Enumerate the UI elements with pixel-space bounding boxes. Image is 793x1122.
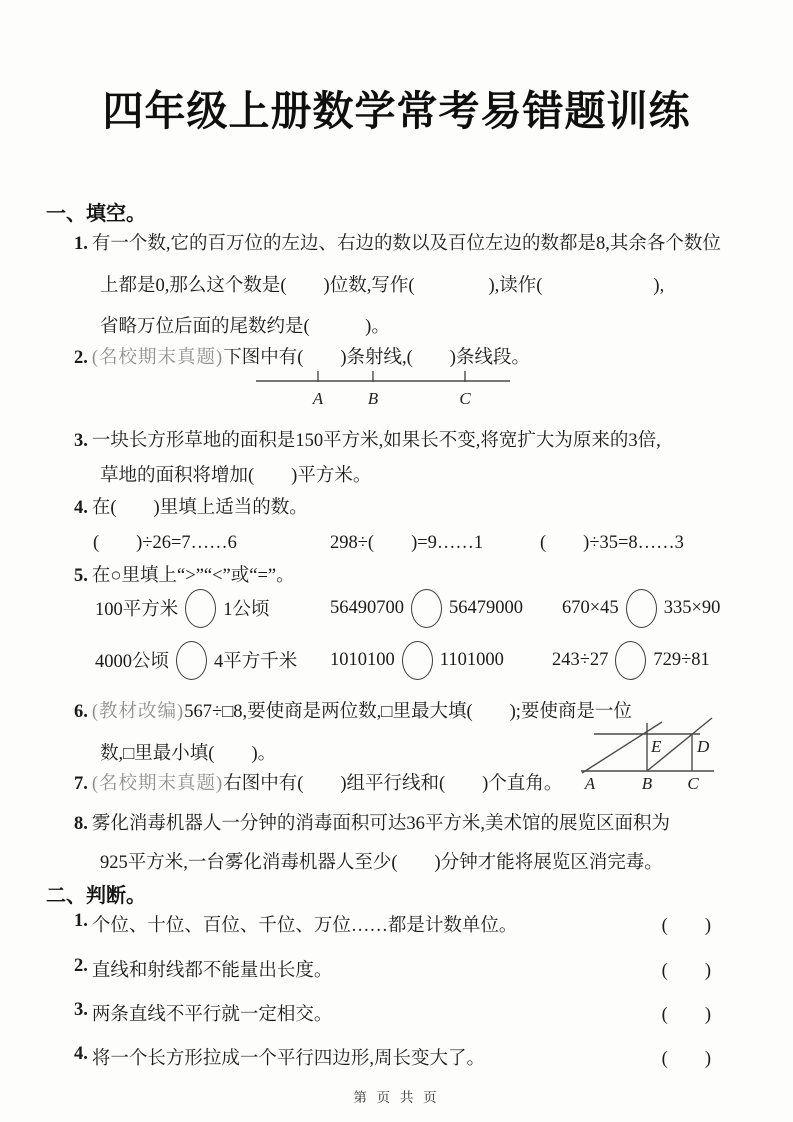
- q5-line: [74, 561, 295, 587]
- judge-text: 将一个长方形拉成一个平行四边形,周长变大了。: [91, 1049, 486, 1069]
- q2-number: 2.: [74, 348, 88, 368]
- answer-parentheses: ( ): [661, 1005, 711, 1025]
- point-label-c: C: [687, 774, 699, 793]
- judge-row: [74, 956, 711, 982]
- judge-row: [74, 1000, 711, 1026]
- q5-compare-cell: [95, 586, 270, 630]
- q6-source-tag: (教材改编): [91, 702, 185, 722]
- judge-text: 个位、十位、百位、千位、万位……都是计数单位。: [91, 916, 518, 936]
- q5-compare-cell: [562, 586, 720, 630]
- section-fill-heading: 一、填空。: [46, 203, 146, 225]
- q5-compare-cell: [330, 638, 504, 682]
- q8-line2: 925平方米,一台雾化消毒机器人至少( )分钟才能将展览区消完毒。: [100, 853, 663, 873]
- comparison-circle: [411, 589, 442, 628]
- q5-number: 5.: [74, 566, 88, 586]
- point-label-a: A: [584, 774, 596, 793]
- q3-line2: 草地的面积将增加( )平方米。: [100, 466, 372, 486]
- q6-line1: [74, 697, 632, 723]
- judge-text: 直线和射线都不能量出长度。: [91, 961, 333, 981]
- q2-source-tag: (名校期末真题): [91, 348, 224, 368]
- point-label-b: B: [641, 774, 653, 793]
- answer-parentheses: ( ): [661, 1049, 711, 1069]
- q8-line1: [74, 809, 670, 835]
- judge-number: 4.: [74, 1044, 88, 1064]
- q2-text: 下图中有( )条射线,( )条线段。: [223, 348, 530, 368]
- comparison-circle: [615, 641, 646, 680]
- q7-source-tag: (名校期末真题): [91, 774, 224, 794]
- judge-number: 3.: [74, 1000, 88, 1020]
- q7-line: [74, 769, 562, 795]
- compare-left: 56490700: [330, 597, 404, 618]
- q3-number: 3.: [74, 431, 88, 451]
- q3-text-1: 一块长方形草地的面积是150平方米,如果长不变,将宽扩大为原来的3倍,: [91, 431, 661, 451]
- q4-division-2: 298÷( )=9……1: [330, 533, 484, 553]
- q4-number: 4.: [74, 498, 88, 518]
- compare-left: 670×45: [562, 597, 619, 618]
- compare-left: 1010100: [330, 649, 395, 670]
- q1-number: 1.: [74, 234, 88, 254]
- q1-text-1: 有一个数,它的百万位的左边、右边的数以及百位左边的数都是8,其余各个数位: [91, 234, 721, 254]
- point-label-a: A: [312, 389, 324, 408]
- comparison-circle: [626, 589, 657, 628]
- parallel-lines-figure: [578, 710, 793, 805]
- q6-number: 6.: [74, 702, 88, 722]
- point-label-e: E: [651, 737, 662, 756]
- section-judge-heading: 二、判断。: [46, 885, 146, 907]
- compare-right: 1公顷: [223, 600, 270, 620]
- compare-right: 1101000: [439, 649, 504, 670]
- compare-left: 4000公顷: [95, 652, 170, 672]
- q4-division-1: ( )÷26=7……6: [93, 533, 237, 553]
- point-label-b: B: [367, 389, 379, 408]
- comparison-circle: [185, 589, 216, 628]
- q1-line3: 省略万位后面的尾数约是( )。: [100, 317, 390, 337]
- ray-segment-diagram: [248, 366, 538, 412]
- judge-text: 两条直线不平行就一定相交。: [91, 1005, 333, 1025]
- q4-text: 在( )里填上适当的数。: [91, 498, 308, 518]
- compare-right: 729÷81: [653, 649, 710, 670]
- page-title: 四年级上册数学常考易错题训练: [102, 88, 691, 134]
- answer-parentheses: ( ): [661, 916, 711, 936]
- comparison-circle: [402, 641, 433, 680]
- q5-text: 在○里填上“>”“<”或“=”。: [91, 566, 295, 586]
- compare-left: 100平方米: [95, 600, 179, 620]
- q5-compare-cell: [95, 638, 297, 682]
- compare-right: 335×90: [663, 597, 721, 618]
- comparison-circle: [176, 641, 207, 680]
- page-footer: 第 页 共 页: [353, 1090, 440, 1105]
- compare-right: 4平方千米: [214, 652, 298, 672]
- q6-text-1: 567÷□8,要使商是两位数,□里最大填( );要使商是一位: [184, 702, 632, 722]
- q4-division-3: ( )÷35=8……3: [540, 533, 684, 553]
- judge-number: 1.: [74, 911, 88, 931]
- q1-line2: 上都是0,那么这个数是( )位数,写作( ),读作( ),: [100, 276, 665, 296]
- compare-left: 243÷27: [552, 649, 609, 670]
- point-label-c: C: [459, 389, 471, 408]
- q5-compare-cell: [330, 586, 523, 630]
- q6-line2: 数,□里最小填( )。: [100, 744, 277, 764]
- q8-text-1: 雾化消毒机器人一分钟的消毒面积可达36平方米,美术馆的展览区面积为: [91, 814, 671, 834]
- q7-number: 7.: [74, 774, 88, 794]
- judge-row: [74, 1044, 711, 1070]
- q8-number: 8.: [74, 814, 88, 834]
- answer-parentheses: ( ): [661, 961, 711, 981]
- q1-line1: [74, 229, 721, 255]
- q3-line1: [74, 426, 661, 452]
- point-label-d: D: [697, 737, 710, 756]
- q4-line: [74, 493, 308, 519]
- judge-row: [74, 911, 711, 937]
- q5-compare-cell: [552, 638, 710, 682]
- judge-number: 2.: [74, 956, 88, 976]
- q7-text: 右图中有( )组平行线和( )个直角。: [223, 774, 563, 794]
- compare-right: 56479000: [449, 597, 523, 618]
